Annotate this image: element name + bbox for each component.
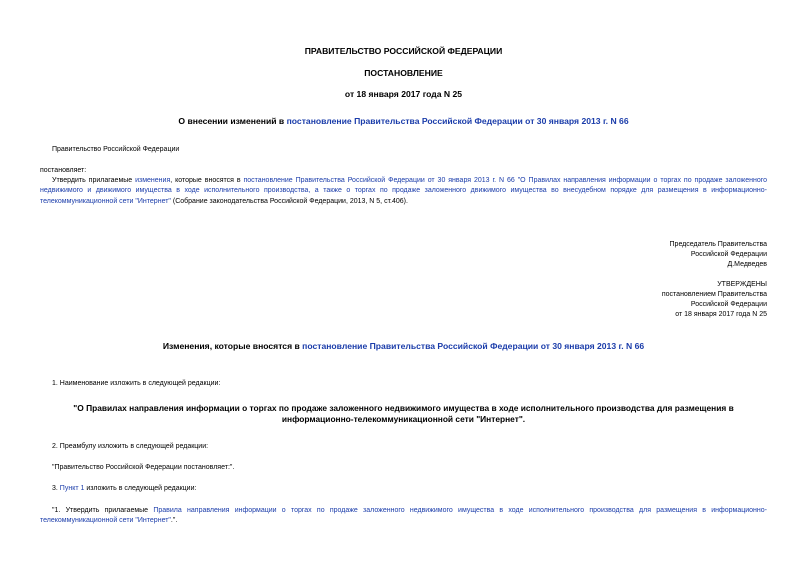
document-date: от 18 января 2017 года N 25 (344, 89, 463, 99)
paragraph-1 (40, 176, 767, 207)
signature-block (670, 240, 767, 270)
signature-line-3: Д.Медведев (727, 261, 767, 268)
p1-text-d: (Собрание законодательства Российской Федерации, 2013, N 5, ст.406). (170, 197, 408, 205)
approved-line-1: УТВЕРЖДЕНЫ (717, 281, 767, 288)
p1-text-a: Утвердить прилагаемые (52, 177, 136, 184)
item-3-link[interactable]: Пункт 1 (59, 485, 85, 492)
signature-line-1: Председатель Правительства (669, 241, 767, 248)
p1-link-decree[interactable]: постановление Правительства Российской Федерации от 30 января 2013 г. N 66 (243, 177, 515, 184)
p3-link-rules[interactable]: Правила направления информации о торгах по продаже заложенного недвижимого имущества в ходе исполнительного производства для размещения в информационно-телекоммуникационной сети "Интернет" (40, 507, 768, 525)
changes-title-link[interactable]: постановление Правительства Российской Федерации от 30 января 2013 г. N 66 (302, 341, 645, 351)
item-3-text-a: 3. (52, 485, 60, 492)
changes-title (0, 341, 807, 351)
p1-link-title[interactable]: "О Правилах направления информации о торгах по продаже заложенного недвижимого и движимого имущества в ходе исполнительного производства, а также о торгах по продаже заложенного движимого имущества во внесудебном порядке для размещения в информационно-телекоммуникационной сети "Интернет" (40, 177, 767, 205)
approved-line-4: от 18 января 2017 года N 25 (675, 311, 767, 318)
intro-text: Правительство Российской Федерации (52, 146, 180, 153)
signature-line-2: Российской Федерации (690, 251, 767, 258)
title-link[interactable]: постановление Правительства Российской Федерации от 30 января 2013 г. N 66 (286, 116, 629, 126)
p1-text-b: , которые вносятся в (170, 177, 244, 184)
new-title: "О Правилах направления информации о торгах по продаже заложенного недвижимого имущества в ходе исполнительного производства для размещения в информационно-телекоммуникационной сети "Интернет". (73, 403, 734, 424)
item-2: 2. Преамбулу изложить в следующей редакции: (52, 443, 209, 450)
item-1: 1. Наименование изложить в следующей редакции: (52, 380, 221, 387)
document-title (0, 116, 807, 126)
item-3 (52, 485, 196, 492)
item-3-text-b: изложить в следующей редакции: (84, 485, 197, 492)
p1-link-changes[interactable]: изменения (135, 177, 171, 184)
government-name: ПРАВИТЕЛЬСТВО РОССИЙСКОЙ ФЕДЕРАЦИИ (304, 46, 503, 56)
document-type: ПОСТАНОВЛЕНИЕ (364, 68, 443, 78)
preamble-text: "Правительство Российской Федерации постановляет:". (52, 464, 235, 471)
paragraph-3 (40, 506, 767, 527)
title-prefix: О внесении изменений в (178, 116, 287, 126)
changes-title-prefix: Изменения, которые вносятся в (162, 341, 303, 351)
approved-block (662, 280, 767, 320)
approved-line-2: постановлением Правительства (661, 291, 767, 298)
p3-text-b: .". (170, 517, 178, 525)
p3-text-a: "1. Утвердить прилагаемые (52, 507, 154, 514)
approved-line-3: Российской Федерации (690, 301, 767, 308)
postanovlyaet-text: постановляет: (40, 167, 87, 174)
